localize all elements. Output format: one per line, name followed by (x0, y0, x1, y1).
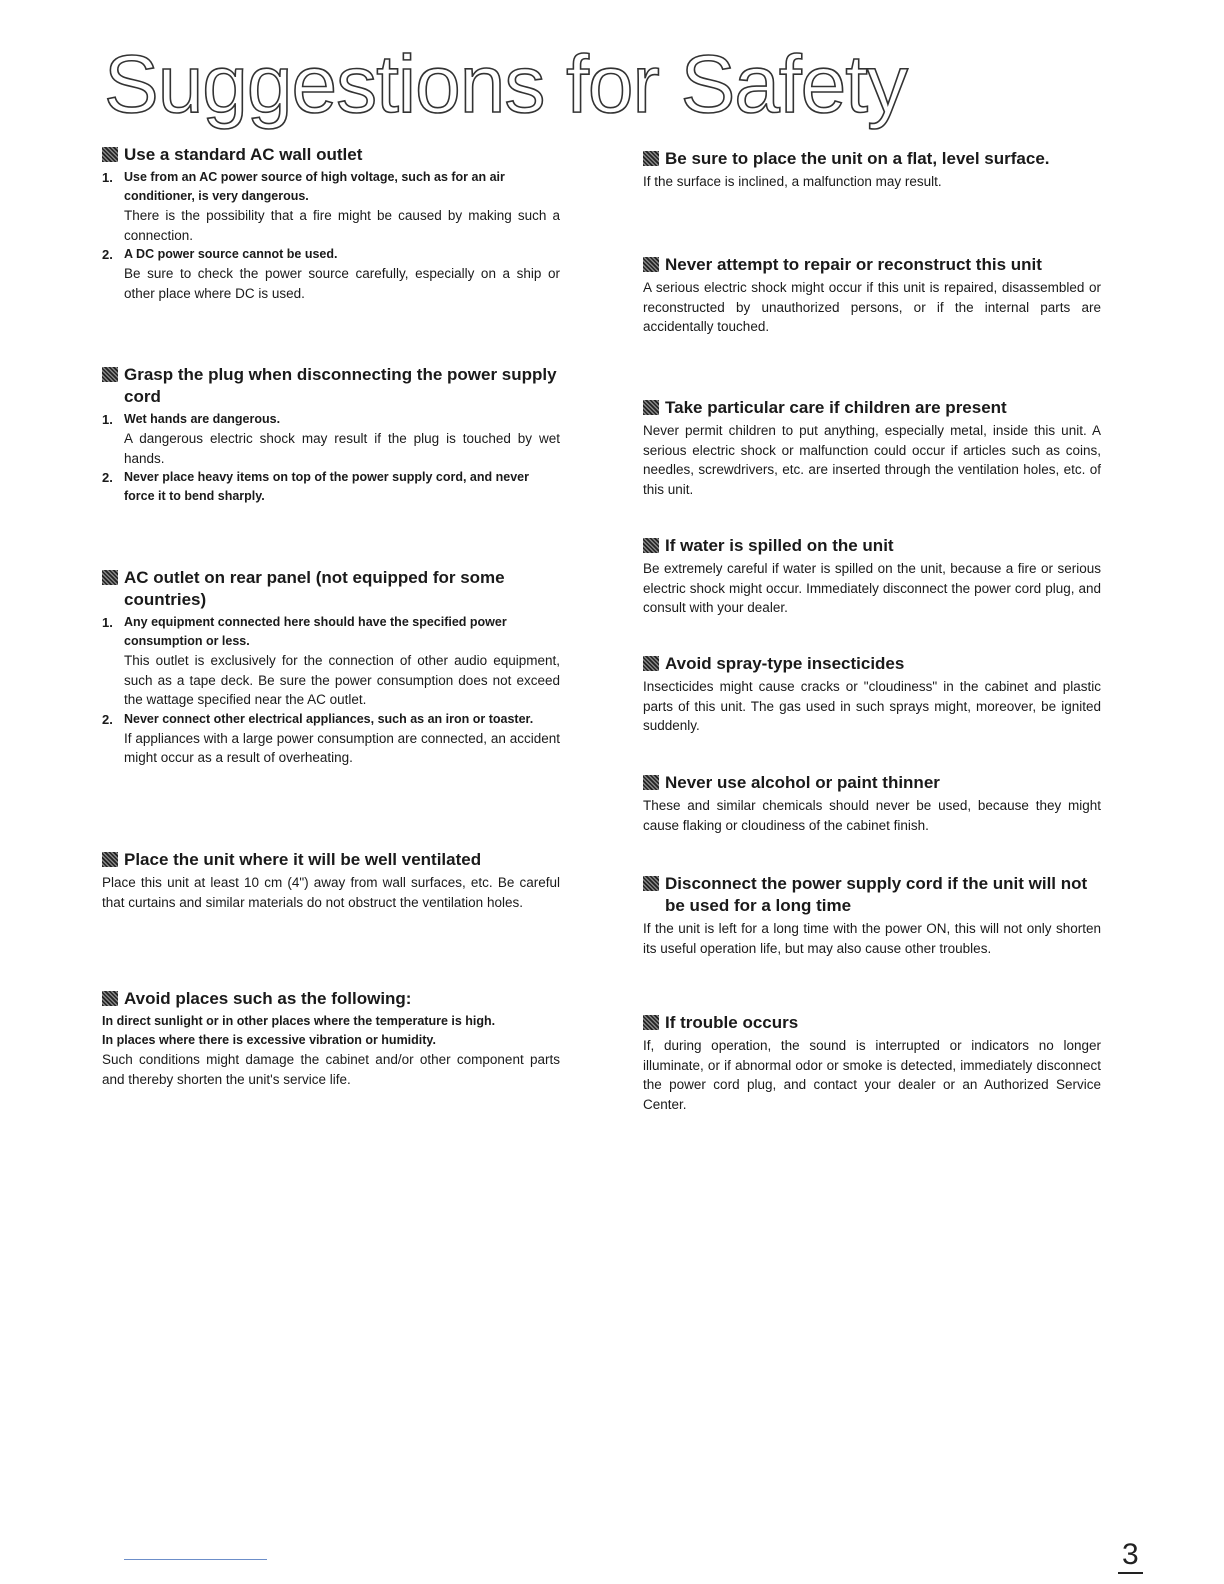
list-item (102, 245, 560, 303)
item-number: 2. (102, 711, 113, 727)
heading-bullet-icon (102, 367, 118, 382)
section-text: Be extremely careful if water is spilled on the unit, because a fire or serious electric shock might occur. Immediately disconnect the power cord plug, and consult with your dealer. (643, 561, 1101, 615)
section-disconnect-cord (643, 873, 1101, 958)
item-text: This outlet is exclusively for the connection of other audio equipment, such as a tape deck. Be sure the power consumption does not exceed the wattage specified near the AC outlet. (124, 653, 560, 707)
section-heading: AC outlet on rear panel (not equipped for some countries) (102, 567, 560, 611)
section-avoid-places (102, 988, 560, 1089)
section-heading: Use a standard AC wall outlet (102, 144, 560, 166)
section-grasp-plug (102, 364, 560, 506)
section-heading: Be sure to place the unit on a flat, level surface. (643, 148, 1101, 170)
item-number: 2. (102, 247, 113, 262)
section-text: Place this unit at least 10 cm (4") away from wall surfaces, etc. Be careful that curtains and similar materials do not obstruct the ventilation holes. (102, 875, 560, 910)
heading-bullet-icon (643, 656, 659, 671)
section-ventilation (102, 849, 560, 912)
item-number: 1. (102, 412, 113, 427)
section-heading: Disconnect the power supply cord if the unit will not be used for a long time (643, 873, 1101, 917)
page-number: 3 (1118, 1540, 1143, 1574)
item-lead: Wet hands are dangerous. (124, 412, 281, 426)
section-alcohol-thinner (643, 772, 1101, 835)
item-lead: A DC power source cannot be used. (124, 247, 338, 261)
heading-bullet-icon (643, 876, 659, 891)
section-text: A serious electric shock might occur if this unit is repaired, disassembled or reconstructed by unauthorized persons, or if the internal parts are accidentally touched. (643, 280, 1101, 334)
heading-bullet-icon (643, 400, 659, 415)
section-text: Never permit children to put anything, especially metal, inside this unit. A serious electric shock or malfunction could occur if articles such as coins, needles, screwdrivers, etc. are inserted through the ventilation holes, etc. of this unit. (643, 423, 1101, 497)
section-heading: Take particular care if children are present (643, 397, 1101, 419)
list-item (102, 710, 560, 768)
section-heading: Never attempt to repair or reconstruct this unit (643, 254, 1101, 276)
section-text: If, during operation, the sound is interrupted or indicators no longer illuminate, or if abnormal odor or smoke is detected, immediately disconnect the power cord plug, and contact your dealer or an Authorized Service Center. (643, 1038, 1101, 1112)
heading-bullet-icon (643, 151, 659, 166)
heading-bullet-icon (102, 991, 118, 1006)
section-lead: In places where there is excessive vibration or humidity. (102, 1033, 436, 1047)
section-heading: If water is spilled on the unit (643, 535, 1101, 557)
list-item (102, 168, 560, 245)
heading-bullet-icon (643, 257, 659, 272)
heading-bullet-icon (643, 538, 659, 553)
list-item (102, 410, 560, 468)
section-heading: Avoid spray-type insecticides (643, 653, 1101, 675)
section-children (643, 397, 1101, 499)
item-number: 2. (102, 470, 113, 485)
section-text: Insecticides might cause cracks or "cloudiness" in the cabinet and plastic parts of this unit. The gas used in such sprays might, moreover, be ignited suddenly. (643, 679, 1101, 733)
item-number: 1. (102, 170, 113, 185)
section-heading: Never use alcohol or paint thinner (643, 772, 1101, 794)
footer-divider (124, 1559, 267, 1560)
section-heading: If trouble occurs (643, 1012, 1101, 1034)
section-water-spilled (643, 535, 1101, 618)
heading-bullet-icon (102, 852, 118, 867)
section-insecticides (643, 653, 1101, 736)
item-lead: Never connect other electrical appliances, such as an iron or toaster. (124, 711, 534, 726)
item-text: A dangerous electric shock may result if the plug is touched by wet hands. (124, 431, 560, 466)
section-text: These and similar chemicals should never be used, because they might cause flaking or cloudiness of the cabinet finish. (643, 798, 1101, 833)
heading-bullet-icon (643, 775, 659, 790)
section-text: Such conditions might damage the cabinet and/or other component parts and thereby shorten the unit's service life. (102, 1052, 560, 1087)
list-item (102, 468, 560, 506)
section-never-repair (643, 254, 1101, 337)
item-text: If appliances with a large power consumption are connected, an accident might occur as a result of overheating. (124, 730, 560, 765)
heading-bullet-icon (102, 570, 118, 585)
item-text: There is the possibility that a fire might be caused by making such a connection. (124, 208, 560, 243)
section-heading: Grasp the plug when disconnecting the power supply cord (102, 364, 560, 408)
section-text: If the unit is left for a long time with the power ON, this will not only shorten its useful operation life, but may also cause other troubles. (643, 921, 1101, 956)
section-trouble-occurs (643, 1012, 1101, 1114)
section-ac-outlet-rear (102, 567, 560, 768)
page-title: Suggestions for Safety (104, 39, 908, 130)
heading-bullet-icon (102, 147, 118, 162)
section-heading: Avoid places such as the following: (102, 988, 560, 1010)
item-lead: Use from an AC power source of high voltage, such as for an air conditioner, is very dangerous. (124, 170, 505, 203)
section-standard-ac-outlet (102, 144, 560, 303)
section-lead: In direct sunlight or in other places where the temperature is high. (102, 1014, 496, 1028)
list-item (102, 613, 560, 710)
item-text: Be sure to check the power source carefully, especially on a ship or other place where DC is used. (124, 266, 560, 301)
item-number: 1. (102, 615, 113, 630)
section-text: If the surface is inclined, a malfunction may result. (643, 174, 942, 189)
heading-bullet-icon (643, 1015, 659, 1030)
section-flat-surface (643, 148, 1101, 192)
item-lead: Any equipment connected here should have the specified power consumption or less. (124, 615, 507, 648)
section-heading: Place the unit where it will be well ventilated (102, 849, 560, 871)
item-lead: Never place heavy items on top of the power supply cord, and never force it to bend sharply. (124, 470, 529, 503)
